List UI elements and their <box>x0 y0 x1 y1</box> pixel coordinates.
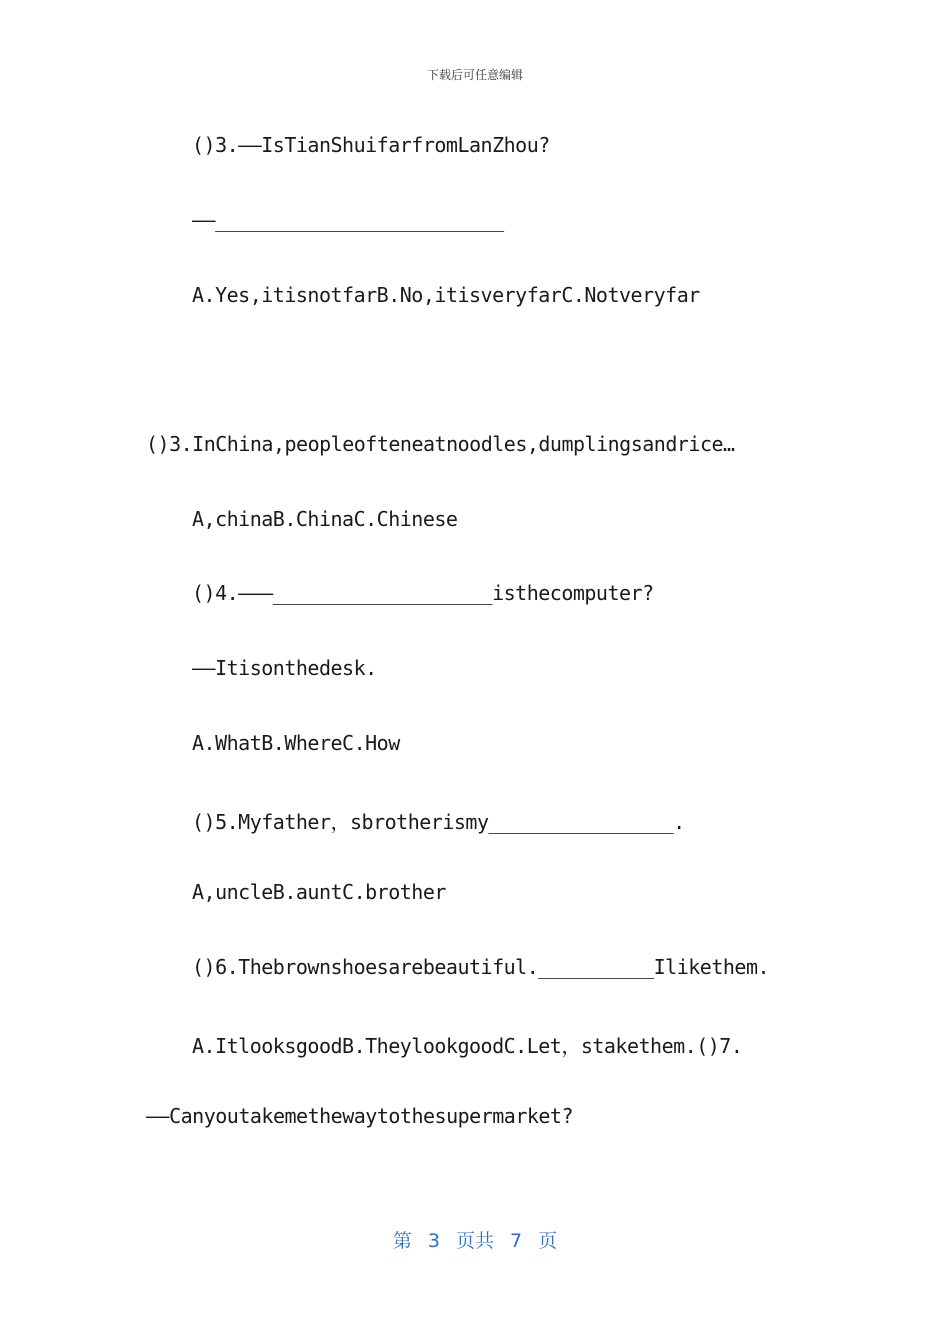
options-6: A.ItlooksgoodB.TheylookgoodC.Let，stakethem.()7. <box>192 1034 743 1058</box>
answer-4: ——Itisonthedesk. <box>192 656 377 680</box>
question-3b: ()3.InChina,peopleofteneatnoodles,dumplingsandrice… <box>146 432 735 456</box>
question-3a: ()3.——IsTianShuifarfromLanZhou? <box>192 133 550 157</box>
options-4: A.WhatB.WhereC.How <box>192 731 400 755</box>
footer-label-ye: 页 <box>538 1230 558 1252</box>
footer-label-di: 第 <box>392 1230 412 1252</box>
footer-total-pages: 7 <box>510 1230 523 1252</box>
question-6: ()6.Thebrownshoesarebeautiful.__________Ilikethem. <box>192 955 770 979</box>
options-3b: A,chinaB.ChinaC.Chinese <box>192 507 458 531</box>
page-header: 下载后可任意编辑 <box>426 68 523 82</box>
answer-blank-3a: ——_________________________ <box>192 208 504 232</box>
options-3a: A.Yes,itisnotfarB.No,itisveryfarC.Notveryfar <box>192 283 700 307</box>
page-footer <box>0 1226 950 1253</box>
footer-label-ye-gong: 页共 <box>455 1230 494 1252</box>
question-7: ——Canyoutakemethewaytothesupermarket? <box>146 1104 574 1128</box>
question-4: ()4.———___________________isthecomputer? <box>192 581 654 605</box>
options-5: A,uncleB.auntC.brother <box>192 880 446 904</box>
footer-current-page: 3 <box>427 1230 440 1252</box>
question-5: ()5.Myfather，sbrotherismy________________. <box>192 810 685 834</box>
